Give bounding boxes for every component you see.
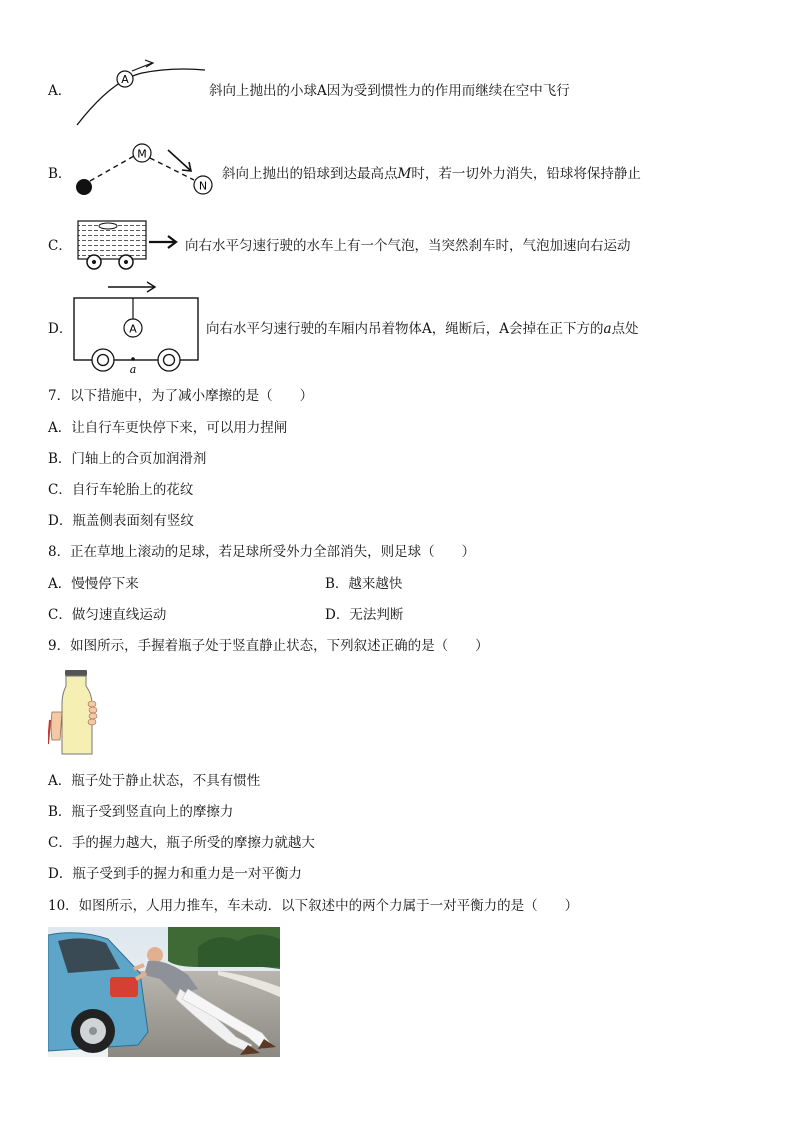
option-text: B．越来越快 [325, 576, 403, 592]
question-stem: 7．以下措施中，为了减小摩擦的是（ ） [48, 388, 314, 404]
point-n-label: N [198, 179, 208, 193]
shot-put-figure [72, 140, 220, 200]
carriage-figure [70, 278, 202, 376]
option-text: A．瓶子处于静止状态，不具有惯性 [48, 773, 261, 789]
option-text: 向右水平匀速行驶的水车上有一个气泡，当突然刹车时，气泡加速向右运动 [185, 238, 631, 254]
thrown-ball-figure [72, 55, 212, 130]
man-head [147, 947, 163, 963]
option-text: D．无法判断 [325, 607, 404, 623]
option-text: C．做匀速直线运动 [48, 607, 167, 623]
option-text: D．瓶子受到手的握力和重力是一对平衡力 [48, 866, 302, 882]
option-text: 斜向上抛出的小球A因为受到惯性力的作用而继续在空中飞行 [209, 83, 570, 99]
option-letter: A． [48, 83, 72, 99]
object-a-label: A [129, 322, 137, 336]
man-pushing-car-photo [48, 927, 280, 1057]
option-text: B．门轴上的合页加润滑剂 [48, 451, 207, 467]
option-text: 向右水平匀速行驶的车厢内吊着物体A，绳断后，A会掉在正下方的a点处 [206, 321, 639, 337]
question-stem: 9．如图所示，手握着瓶子处于竖直静止状态，下列叙述正确的是（ ） [48, 638, 489, 654]
option-text: D．瓶盖侧表面刻有竖纹 [48, 513, 194, 529]
bottle-cap [65, 670, 87, 676]
ball-label: A [121, 73, 129, 86]
shot-put-ball [76, 179, 92, 195]
water-cart-figure [76, 218, 180, 272]
option-text: C．手的握力越大，瓶子所受的摩擦力就越大 [48, 835, 315, 851]
point-m-label: M [137, 147, 147, 161]
point-a-label: a [129, 363, 137, 376]
hand-bottle-figure [48, 668, 104, 760]
option-text: A．让自行车更快停下来，可以用力捏闸 [48, 420, 288, 436]
air-bubble [99, 223, 117, 229]
question-stem: 10．如图所示，人用力推车，车未动．以下叙述中的两个力属于一对平衡力的是（ ） [48, 898, 579, 914]
question-stem: 8．正在草地上滚动的足球，若足球所受外力全部消失，则足球（ ） [48, 544, 476, 560]
option-text: C．自行车轮胎上的花纹 [48, 482, 194, 498]
option-text: 斜向上抛出的铅球到达最高点M时，若一切外力消失，铅球将保持静止 [222, 166, 641, 182]
option-text: B．瓶子受到竖直向上的摩擦力 [48, 804, 234, 820]
option-letter: D． [48, 321, 73, 337]
option-letter: C． [48, 238, 72, 254]
option-letter: B． [48, 166, 72, 182]
hand [51, 712, 62, 740]
option-text: A．慢慢停下来 [48, 576, 139, 592]
